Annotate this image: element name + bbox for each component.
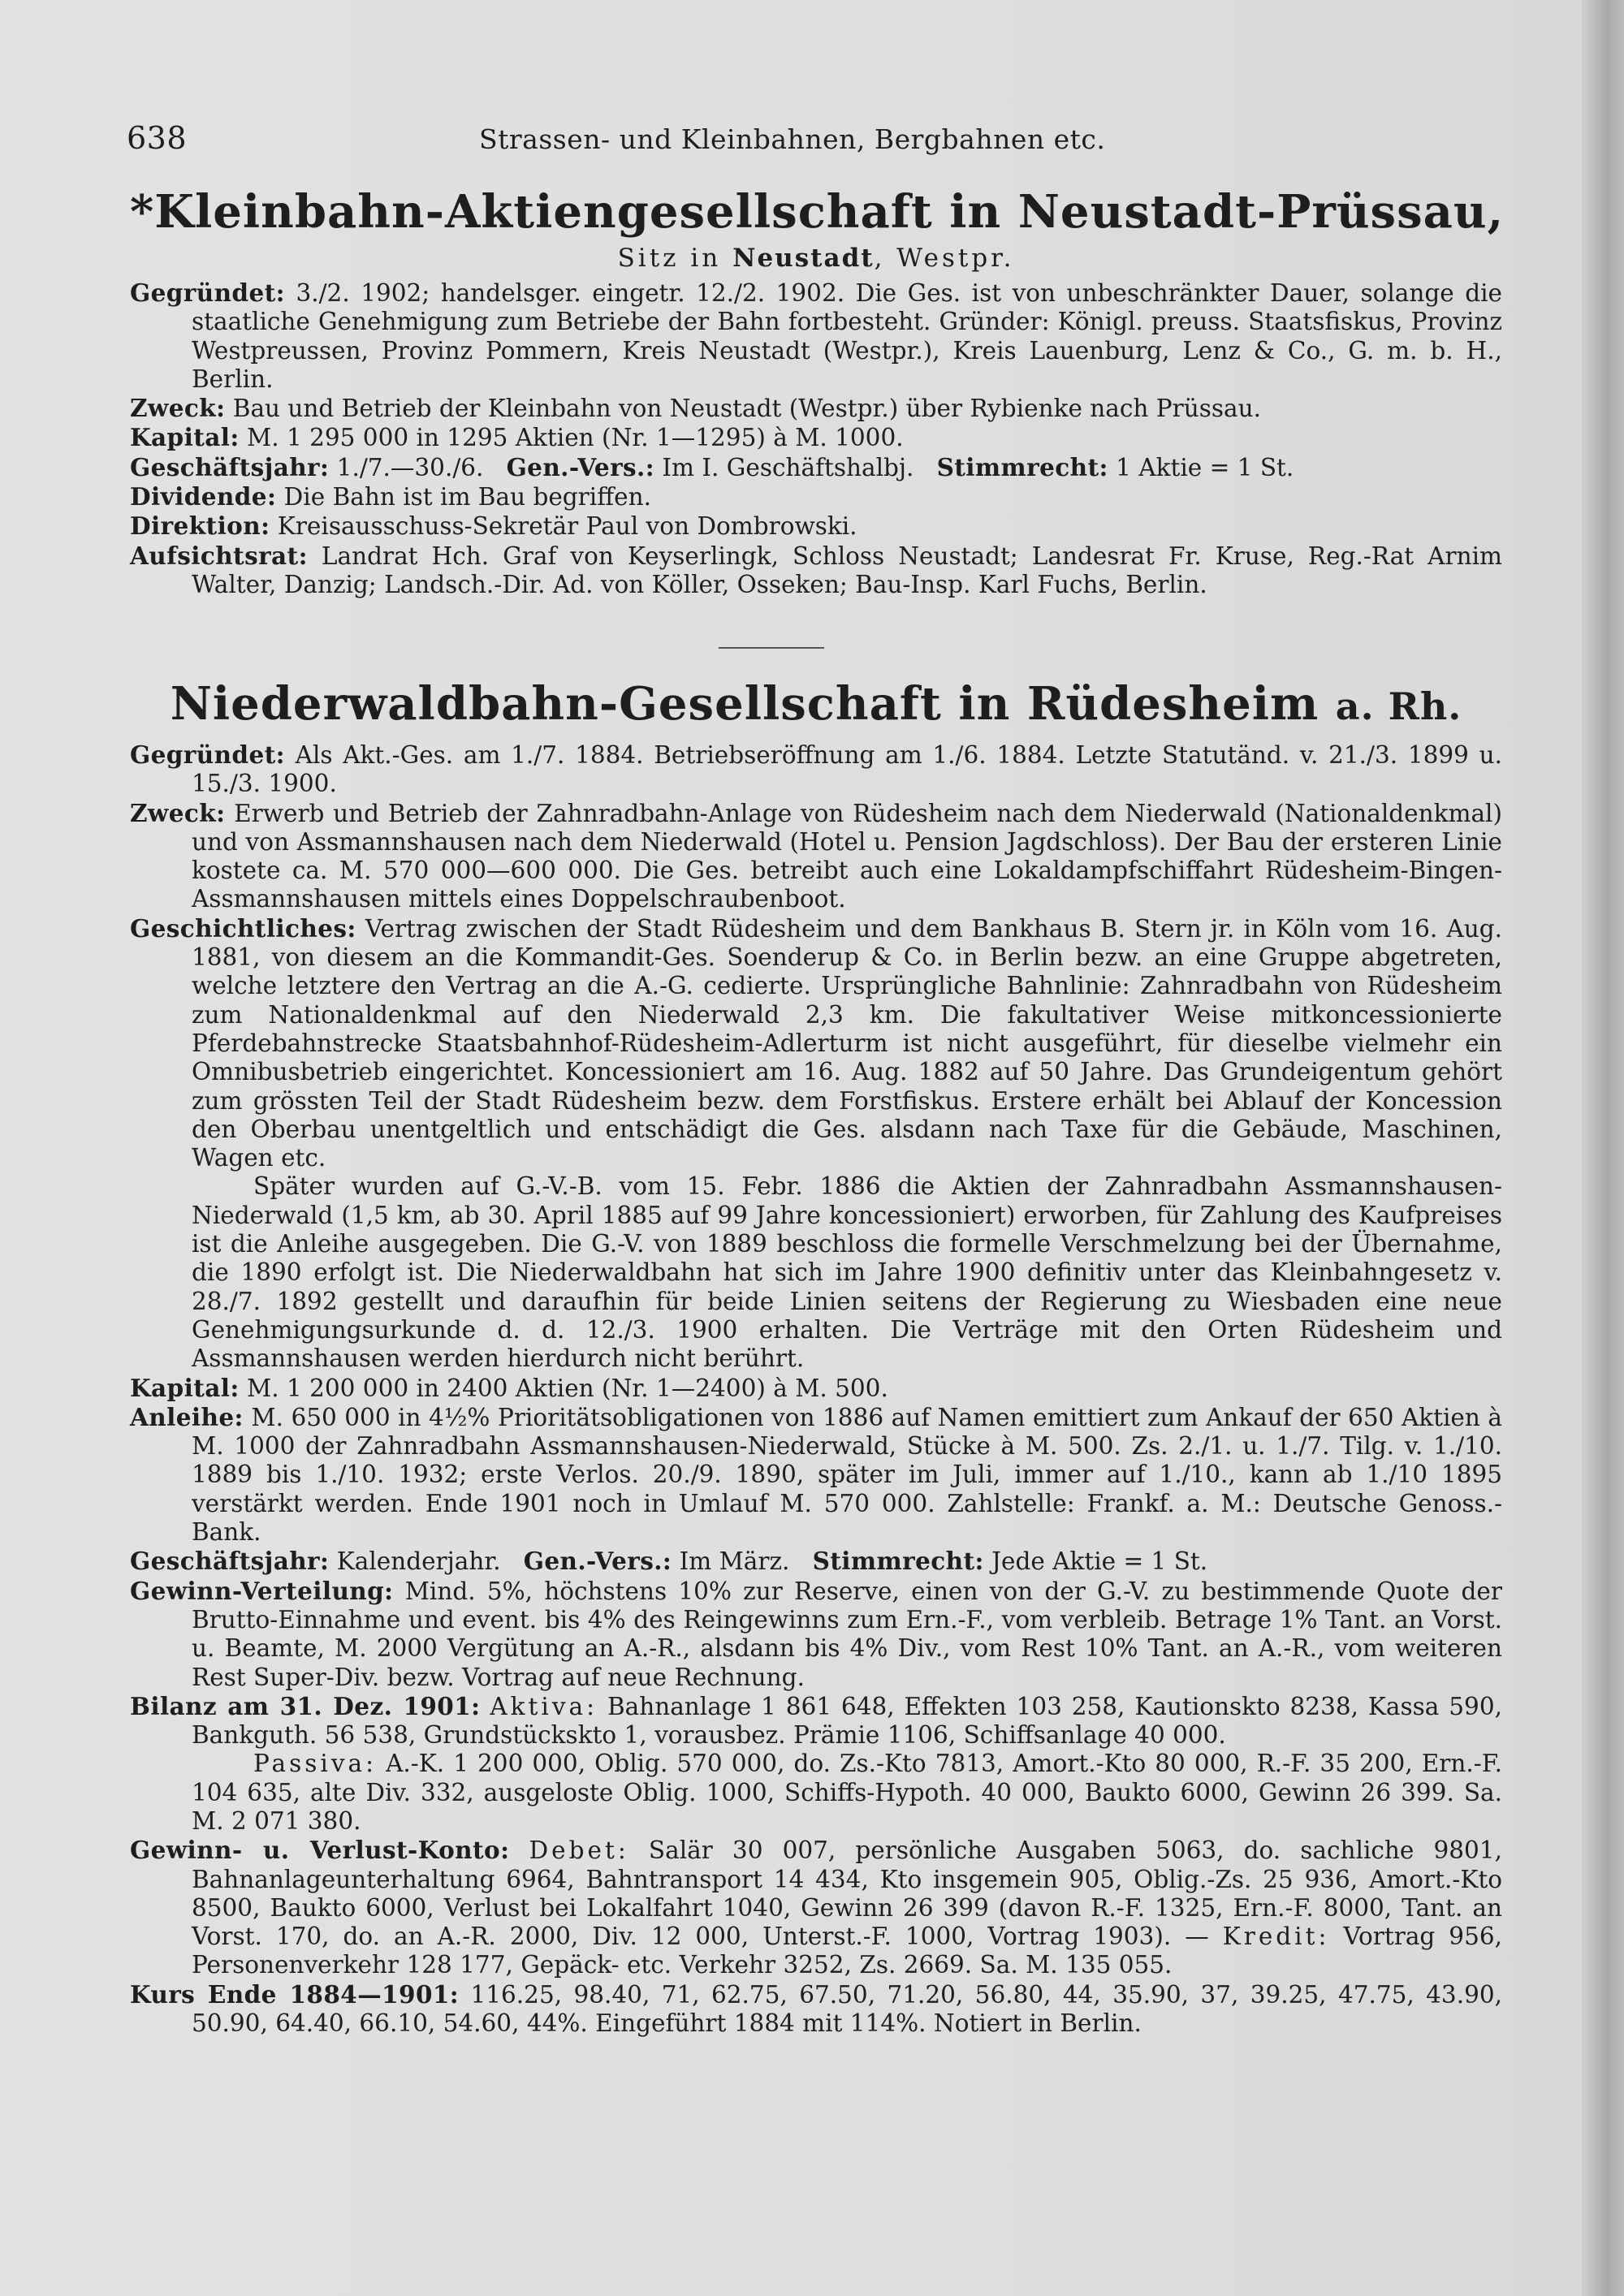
running-title: Strassen- und Kleinbahnen, Bergbahnen etc. [479,123,1106,155]
c2-geschichtliches-2: Später wurden auf G.-V.-B. vom 15. Febr. 1886 die Aktien der Zahnradbahn Assmannshausen-Niederwald (1,5 km, ab 30. April 1885 auf 99 Jahre koncessioniert) erworben, für Zahlung des Kaufpreises ist die Anleihe ausgegeben. Die G.-V. von 1889 beschloss die formelle Verschmelzung bei der Übernahme, die 1890 erfolgt ist. Die Niederwaldbahn hat sich im Jahre 1900 definitiv unter das Kleinbahngesetz v. 28./7. 1892 gestellt und daraufhin für beide Linien seitens der Regierung zu Wiesbaden eine neue Genehmigungsurkunde d. d. 12./3. 1900 erhalten. Die Verträge mit den Orten Rüdesheim und Assmannshausen werden hierdurch nicht berührt. [192,1172,1502,1373]
c2-kapital: Kapital: M. 1 200 000 in 2400 Aktien (Nr. 1—2400) à M. 500. [130,1373,888,1402]
c1-gegruendet: Gegründet: 3./2. 1902; handelsger. eingetr. 12./2. 1902. Die Ges. ist von unbeschränkter Dauer, solange die staatliche Genehmigung zum Betriebe der Bahn fortbesteht. Gründer: Königl. preuss. Staatsfiskus, Provinz Westpreussen, Provinz Pommern, Kreis Neustadt (Westpr.), Kreis Lauenburg, Lenz & Co., G. m. b. H., Berlin. [130,278,1502,393]
c1-dividende: Dividende: Die Bahn ist im Bau begriffen. [130,482,652,511]
company2-body [130,740,1502,2038]
c1-direktion: Direktion: Kreisausschuss-Sekretär Paul von Dombrowski. [130,511,857,541]
c2-bilanz-passiva: Passiva: A.-K. 1 200 000, Oblig. 570 000, do. Zs.-Kto 7813, Amort.-Kto 80 000, R.-F. 35 200, Ern.-F. 104 635, alte Div. 332, ausgeloste Oblig. 1000, Schiffs-Hypoth. 40 000, Baukto 6000, Gewinn 26 399. Sa. M. 2 071 380. [192,1750,1502,1835]
page-number: 638 [127,120,188,156]
company1-title: *Kleinbahn-Aktiengesellschaft in Neustadt-Prüssau, [130,185,1505,239]
company1-body [130,278,1502,599]
c2-zweck: Zweck: Erwerb und Betrieb der Zahnradbahn-Anlage von Rüdesheim nach dem Niederwald (Nationaldenkmal) und von Assmannshausen nach dem Niederwald (Hotel u. Pension Jagdschloss). Der Bau der ersteren Linie kostete ca. M. 570 000—600 000. Die Ges. betreibt auch eine Lokaldampfschiffahrt Rüdesheim-Bingen-Assmannshausen mittels eines Doppelschraubenboot. [130,798,1502,913]
c1-kapital: Kapital: M. 1 295 000 in 1295 Aktien (Nr. 1—1295) à M. 1000. [130,423,904,452]
c2-bilanz-aktiva: Bilanz am 31. Dez. 1901: Aktiva: Bahnanlage 1 861 648, Effekten 103 258, Kautionskto 8238, Kassa 590, Bankguth. 56 538, Grundstückskto 1, vorausbez. Prämie 1106, Schiffsanlage 40 000. [130,1691,1502,1750]
c2-anleihe: Anleihe: M. 650 000 in 4½% Prioritätsobligationen von 1886 auf Namen emittiert zum Ankauf der 650 Aktien à M. 1000 der Zahnradbahn Assmannshausen-Niederwald, Stücke à M. 500. Zs. 2./1. u. 1./7. Tilg. v. 1./10. 1889 bis 1./10. 1932; erste Verlos. 20./9. 1890, später im Juli, immer auf 1./10., kann ab 1./10 1895 verstärkt werden. Ende 1901 noch in Umlauf M. 570 000. Zahlstelle: Frankf. a. M.: Deutsche Genoss.-Bank. [130,1402,1502,1547]
c2-geschaeftsjahr: Geschäftsjahr: Kalenderjahr. Gen.-Vers.: Im März. Stimmrecht: Jede Aktie = 1 St. [130,1547,1208,1576]
sitz-suffix: , Westpr. [874,244,1015,273]
c2-gewinn-verteilung: Gewinn-Verteilung: Mind. 5%, höchstens 10% zur Reserve, einen von der G.-V. zu bestimmende Quote der Brutto-Einnahme und event. bis 4% des Reingewinns zum Ern.-F., vom verbleib. Betrage 1% Tant. an Vorst. u. Beamte, M. 2000 Vergütung an A.-R., alsdann bis 4% Div., vom Rest 10% Tant. an A.-R., vom weiteren Rest Super-Div. bezw. Vortrag auf neue Rechnung. [130,1576,1502,1691]
book-binding-edge [1582,0,1624,2296]
c1-zweck: Zweck: Bau und Betrieb der Kleinbahn von Neustadt (Westpr.) über Rybienke nach Prüssau. [130,394,1261,423]
c2-gewinn-verlust: Gewinn- u. Verlust-Konto: Debet: Salär 30 007, persönliche Ausgaben 5063, do. sachliche 9801, Bahnanlageunterhaltung 6964, Bahntransport 14 434, Kto insgemein 905, Oblig.-Zs. 25 936, Amort.-Kto 8500, Baukto 6000, Verlust bei Lokalfahrt 1040, Gewinn 26 399 (davon R.-F. 1325, Ern.-F. 8000, Tant. an Vorst. 170, do. an A.-R. 2000, Div. 12 000, Unterst.-F. 1000, Vortrag 1903). — Kredit: Vortrag 956, Personenverkehr 128 177, Gepäck- etc. Verkehr 3252, Zs. 2669. Sa. M. 135 055. [130,1836,1502,1979]
c1-aufsichtsrat: Aufsichtsrat: Landrat Hch. Graf von Keyserlingk, Schloss Neustadt; Landesrat Fr. Kruse, Reg.-Rat Arnim Walter, Danzig; Landsch.-Dir. Ad. von Köller, Osseken; Bau-Insp. Karl Fuchs, Berlin. [130,541,1502,598]
sitz-city: Neustadt [732,244,875,273]
sitz-prefix: Sitz in [617,244,722,273]
c2-gegruendet: Gegründet: Als Akt.-Ges. am 1./7. 1884. Betriebseröffnung am 1./6. 1884. Letzte Statutänd. v. 21./3. 1899 u. 15./3. 1900. [130,740,1502,798]
c2-kurs: Kurs Ende 1884—1901: 116.25, 98.40, 71, 62.75, 67.50, 71.20, 56.80, 44, 35.90, 37, 39.25, 47.75, 43.90, 50.90, 64.40, 66.10, 54.60, 44%. Eingeführt 1884 mit 114%. Notiert in Berlin. [130,1979,1502,2038]
company1-sitz [130,244,1502,273]
page-header [127,120,1507,161]
c2-geschichtliches: Geschichtliches: Vertrag zwischen der Stadt Rüdesheim und dem Bankhaus B. Stern jr. in Köln vom 16. Aug. 1881, von diesem an die Kommandit-Ges. Soenderup & Co. in Berlin bezw. an eine Gruppe abgetreten, welche letztere den Vertrag an die A.-G. cedierte. Ursprüngliche Bahnlinie: Zahnradbahn von Rüdesheim zum Nationaldenkmal auf den Niederwald 2,3 km. Die fakultativer Weise mitkoncessionierte Pferdebahnstrecke Staatsbahnhof-Rüdesheim-Adlerturm ist nicht ausgeführt, für dieselbe vielmehr ein Omnibusbetrieb eingerichtet. Koncessioniert am 16. Aug. 1882 auf 50 Jahre. Das Grundeigentum gehört zum grössten Teil der Stadt Rüdesheim bezw. dem Forstfiskus. Erstere erhält bei Ablauf der Koncession den Oberbau unentgeltlich und entschädigt die Ges. alsdann nach Taxe für die Gebäude, Maschinen, Wagen etc. [130,913,1502,1172]
section-divider [719,647,824,649]
company2-title: Niederwaldbahn-Gesellschaft in Rüdesheim a. Rh. [170,677,1462,731]
c1-geschaeftsjahr: Geschäftsjahr: 1./7.—30./6. Gen.-Vers.: Im I. Geschäftshalbj. Stimmrecht: 1 Aktie = 1 St. [130,452,1294,481]
